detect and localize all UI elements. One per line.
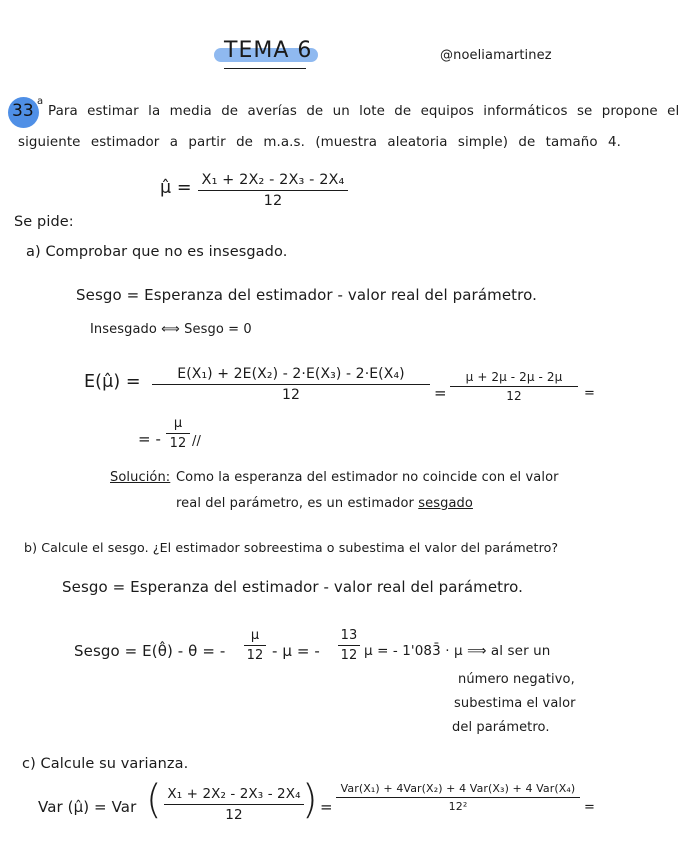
variance-lhs: Var (μ̂) = Var	[38, 798, 137, 816]
bias-calc-prefix: Sesgo = E(θ̂) - θ = -	[74, 642, 226, 660]
bias-fraction-1-numerator: μ	[250, 628, 260, 643]
variance-inner-fraction	[164, 786, 304, 823]
variance-denominator: 12²	[448, 800, 468, 813]
conclusion-line-1: número negativo,	[458, 672, 575, 687]
title-underline	[224, 68, 306, 69]
trailing-equals: =	[584, 386, 595, 401]
author-handle: @noeliamartinez	[440, 48, 552, 63]
simplified-fraction	[450, 370, 578, 403]
open-paren: (	[146, 777, 162, 823]
fraction-bar	[244, 645, 266, 646]
variance-equals: =	[320, 798, 333, 816]
solution-label: Solución:	[110, 470, 171, 485]
problem-number: 33	[12, 101, 34, 121]
fraction-bar	[166, 433, 190, 434]
expectation-numerator: E(X₁) + 2E(X₂) - 2·E(X₃) - 2·E(X₄)	[177, 366, 405, 382]
result-prefix: = -	[138, 430, 162, 448]
statement-line-2: siguiente estimador a partir de m.a.s. (muestra aleatoria simple) de tamaño 4.	[18, 135, 621, 150]
variance-numerator: Var(X₁) + 4Var(X₂) + 4 Var(X₃) + 4 Var(X₄)	[340, 782, 576, 795]
part-c-heading: c) Calcule su varianza.	[22, 756, 189, 772]
fraction-bar	[336, 797, 580, 798]
expectation-denominator: 12	[281, 387, 300, 403]
page-title: TEMA 6	[224, 38, 313, 63]
bias-calc-suffix: μ = - 1'083̄ · μ ⟹ al ser un	[364, 643, 551, 659]
fraction-bar	[198, 190, 348, 191]
part-b-heading: b) Calcule el sesgo. ¿El estimador sobreestima o subestima el valor del parámetro?	[24, 540, 559, 555]
result-denominator: 12	[169, 436, 187, 451]
page-title-block	[218, 38, 318, 78]
variance-fraction	[336, 782, 580, 813]
fraction-bar	[338, 645, 360, 646]
close-paren: )	[302, 777, 318, 823]
solution-line-2-text: real del parámetro, es un estimador	[176, 496, 415, 511]
fraction-bar	[152, 384, 430, 385]
solution-line-1: Como la esperanza del estimador no coincide con el valor	[176, 470, 559, 485]
simplified-denominator: 12	[506, 389, 522, 403]
equals-sign: =	[434, 384, 447, 402]
variance-inner-numerator: X₁ + 2X₂ - 2X₃ - 2X₄	[167, 786, 301, 802]
result-mark: //	[192, 434, 201, 449]
fraction-bar	[450, 386, 578, 387]
conclusion-line-2: subestima el valor	[454, 696, 576, 711]
bias-fraction-2-denominator: 12	[340, 648, 358, 663]
result-fraction	[166, 416, 190, 451]
bias-fraction-2	[338, 628, 360, 663]
part-b-bias-definition: Sesgo = Esperanza del estimador - valor real del parámetro.	[62, 578, 523, 596]
expectation-fraction	[152, 366, 430, 403]
solution-line-2	[176, 496, 473, 511]
fraction-bar	[164, 804, 304, 805]
estimator-denominator: 12	[263, 193, 283, 209]
problem-number-mark: a	[37, 96, 44, 107]
estimator-numerator: X₁ + 2X₂ - 2X₃ - 2X₄	[201, 172, 345, 188]
estimator-lhs: μ̂ =	[160, 178, 192, 198]
simplified-numerator: μ + 2μ - 2μ - 2μ	[465, 370, 563, 384]
statement-line-1: Para estimar la media de averías de un lote de equipos informáticos se propone el	[48, 104, 679, 119]
result-numerator: μ	[173, 416, 183, 431]
part-a-heading: a) Comprobar que no es insesgado.	[26, 244, 288, 260]
bias-fraction-1	[244, 628, 266, 663]
solution-emphasis: sesgado	[418, 496, 473, 511]
unbiased-condition: Insesgado ⟺ Sesgo = 0	[90, 322, 252, 337]
expectation-lhs: E(μ̂) =	[84, 372, 141, 392]
asks-label: Se pide:	[14, 214, 74, 230]
variance-inner-denominator: 12	[225, 807, 243, 823]
bias-calc-mid: - μ = -	[272, 642, 320, 660]
conclusion-line-3: del parámetro.	[452, 720, 550, 735]
estimator-fraction	[198, 172, 348, 209]
variance-trailing-equals: =	[584, 800, 595, 815]
bias-fraction-2-numerator: 13	[340, 628, 358, 643]
part-a-bias-definition: Sesgo = Esperanza del estimador - valor real del parámetro.	[76, 286, 537, 304]
bias-fraction-1-denominator: 12	[246, 648, 264, 663]
